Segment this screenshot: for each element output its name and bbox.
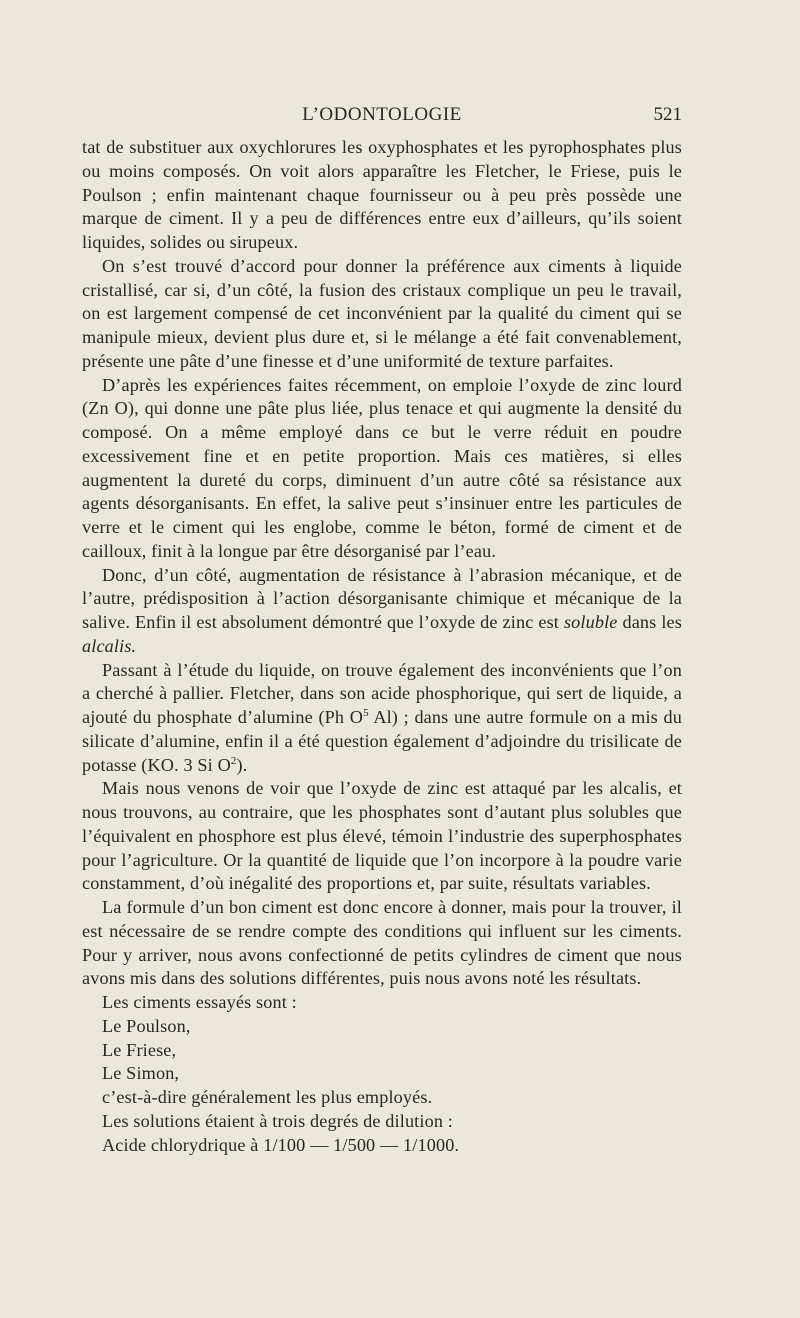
paragraph-1: tat de substituer aux oxychlorures les oxyphosphates et les pyrophosphates plus ou moins composés. On voit alors apparaître les Fletcher, le Friese, puis le Poulson ; enfin maintenant chaque fournisseur ou à peu près possède une marque de ciment. Il y a peu de différences entre eux d’ailleurs, qu’ils soient liquides, solides ou sirupeux. (82, 137, 682, 252)
paragraph-5-text-b: Al) ; dans une autre formule on a mis du silicate d’alumine, enfin il a été question également d’adjoindre du trisilicate de potasse (KO. 3 Si O (82, 707, 682, 775)
page-number: 521 (653, 104, 682, 125)
list-item-poulson: Le Poulson, (102, 1015, 191, 1036)
paragraph-7: La formule d’un bon ciment est donc encore à donner, mais pour la trouver, il est nécessaire de se rendre compte des conditions qui influent sur les ciments. Pour y arriver, nous avons confectionné de petits cylindres de ciment que nous avons mis dans des solutions différentes, puis nous avons noté les résultats. (82, 897, 682, 989)
solutions-line: Acide chlorydrique à 1/100 — 1/500 — 1/1000. (102, 1134, 460, 1155)
list-intro: Les ciments essayés sont : (102, 992, 297, 1012)
paragraph-2: On s’est trouvé d’accord pour donner la préférence aux ciments à liquide cristallisé, car si, d’un côté, la fusion des cristaux complique un peu le travail, on est largement compensé de cet inconvénient par la qualité du ciment qui se manipule mieux, devient plus dure et, si le mélange a été fait convenablement, présente une pâte d’une finesse et d’une uniformité de texture parfaites. (82, 255, 682, 371)
paragraph-5-text-a: Passant à l’étude du liquide, on trouve également des inconvénients que l’on a cherché à pallier. Fletcher, dans son acide phosphorique, qui sert de liquide, a ajouté du phosphate d’alumine (Ph O (82, 659, 682, 727)
paragraph-4-mid: dans les (622, 612, 682, 632)
list-item-friese: Le Friese, (102, 1039, 177, 1060)
paragraph-6: Mais nous venons de voir que l’oxyde de zinc est attaqué par les alcalis, et nous trouvons, au contraire, que les phosphates sont d’autant plus solubles que l’équivalent en phosphore est plus élevé, témoin l’industrie des superphosphates pour l’agriculture. Or la quantité de liquide que l’on incorpore à la poudre varie constamment, d’où inégalité des proportions et, par suite, résultats variables. (82, 778, 682, 894)
paragraph-4-text: Donc, d’un côté, augmentation de résistance à l’abrasion mécanique, et de l’autre, prédisposition à l’action désorganisante chimique et mécanique de la salive. Enfin il est absolument démontré que l’oxyde de zinc est (82, 564, 682, 632)
list-item-simon: Le Simon, (102, 1063, 180, 1084)
list-summary: c’est-à-dire généralement les plus employés. (102, 1087, 433, 1107)
solutions-intro: Les solutions étaient à trois degrés de dilution : (102, 1110, 453, 1131)
running-head: L’ODONTOLOGIE (302, 104, 462, 125)
page-header (82, 104, 682, 130)
superscript-5: 5 (363, 706, 369, 719)
paragraph-3: D’après les expériences faites récemment, on emploie l’oxyde de zinc lourd (Zn O), qui donne une pâte plus liée, plus tenace et qui augmente la densité du composé. On a même employé dans ce but le verre réduit en poudre excessivement fine et en petite proportion. Mais ces matières, si elles augmentent la dureté du corps, diminuent d’un autre côté sa résistance aux agents désorganisants. En effet, la salive peut s’insinuer entre les particules de verre et le ciment qui les englobe, comme le béton, formé de ciment et de cailloux, finit à la longue par être désorganisé par l’eau. (82, 374, 682, 561)
body-text (82, 136, 682, 1157)
superscript-2: 2 (230, 754, 237, 767)
paragraph-5-text-c: ). (236, 754, 248, 775)
italic-soluble: soluble (563, 612, 618, 632)
paragraph-4 (82, 564, 682, 659)
paragraph-5 (82, 659, 682, 778)
italic-alcalis: alcalis. (82, 635, 137, 656)
